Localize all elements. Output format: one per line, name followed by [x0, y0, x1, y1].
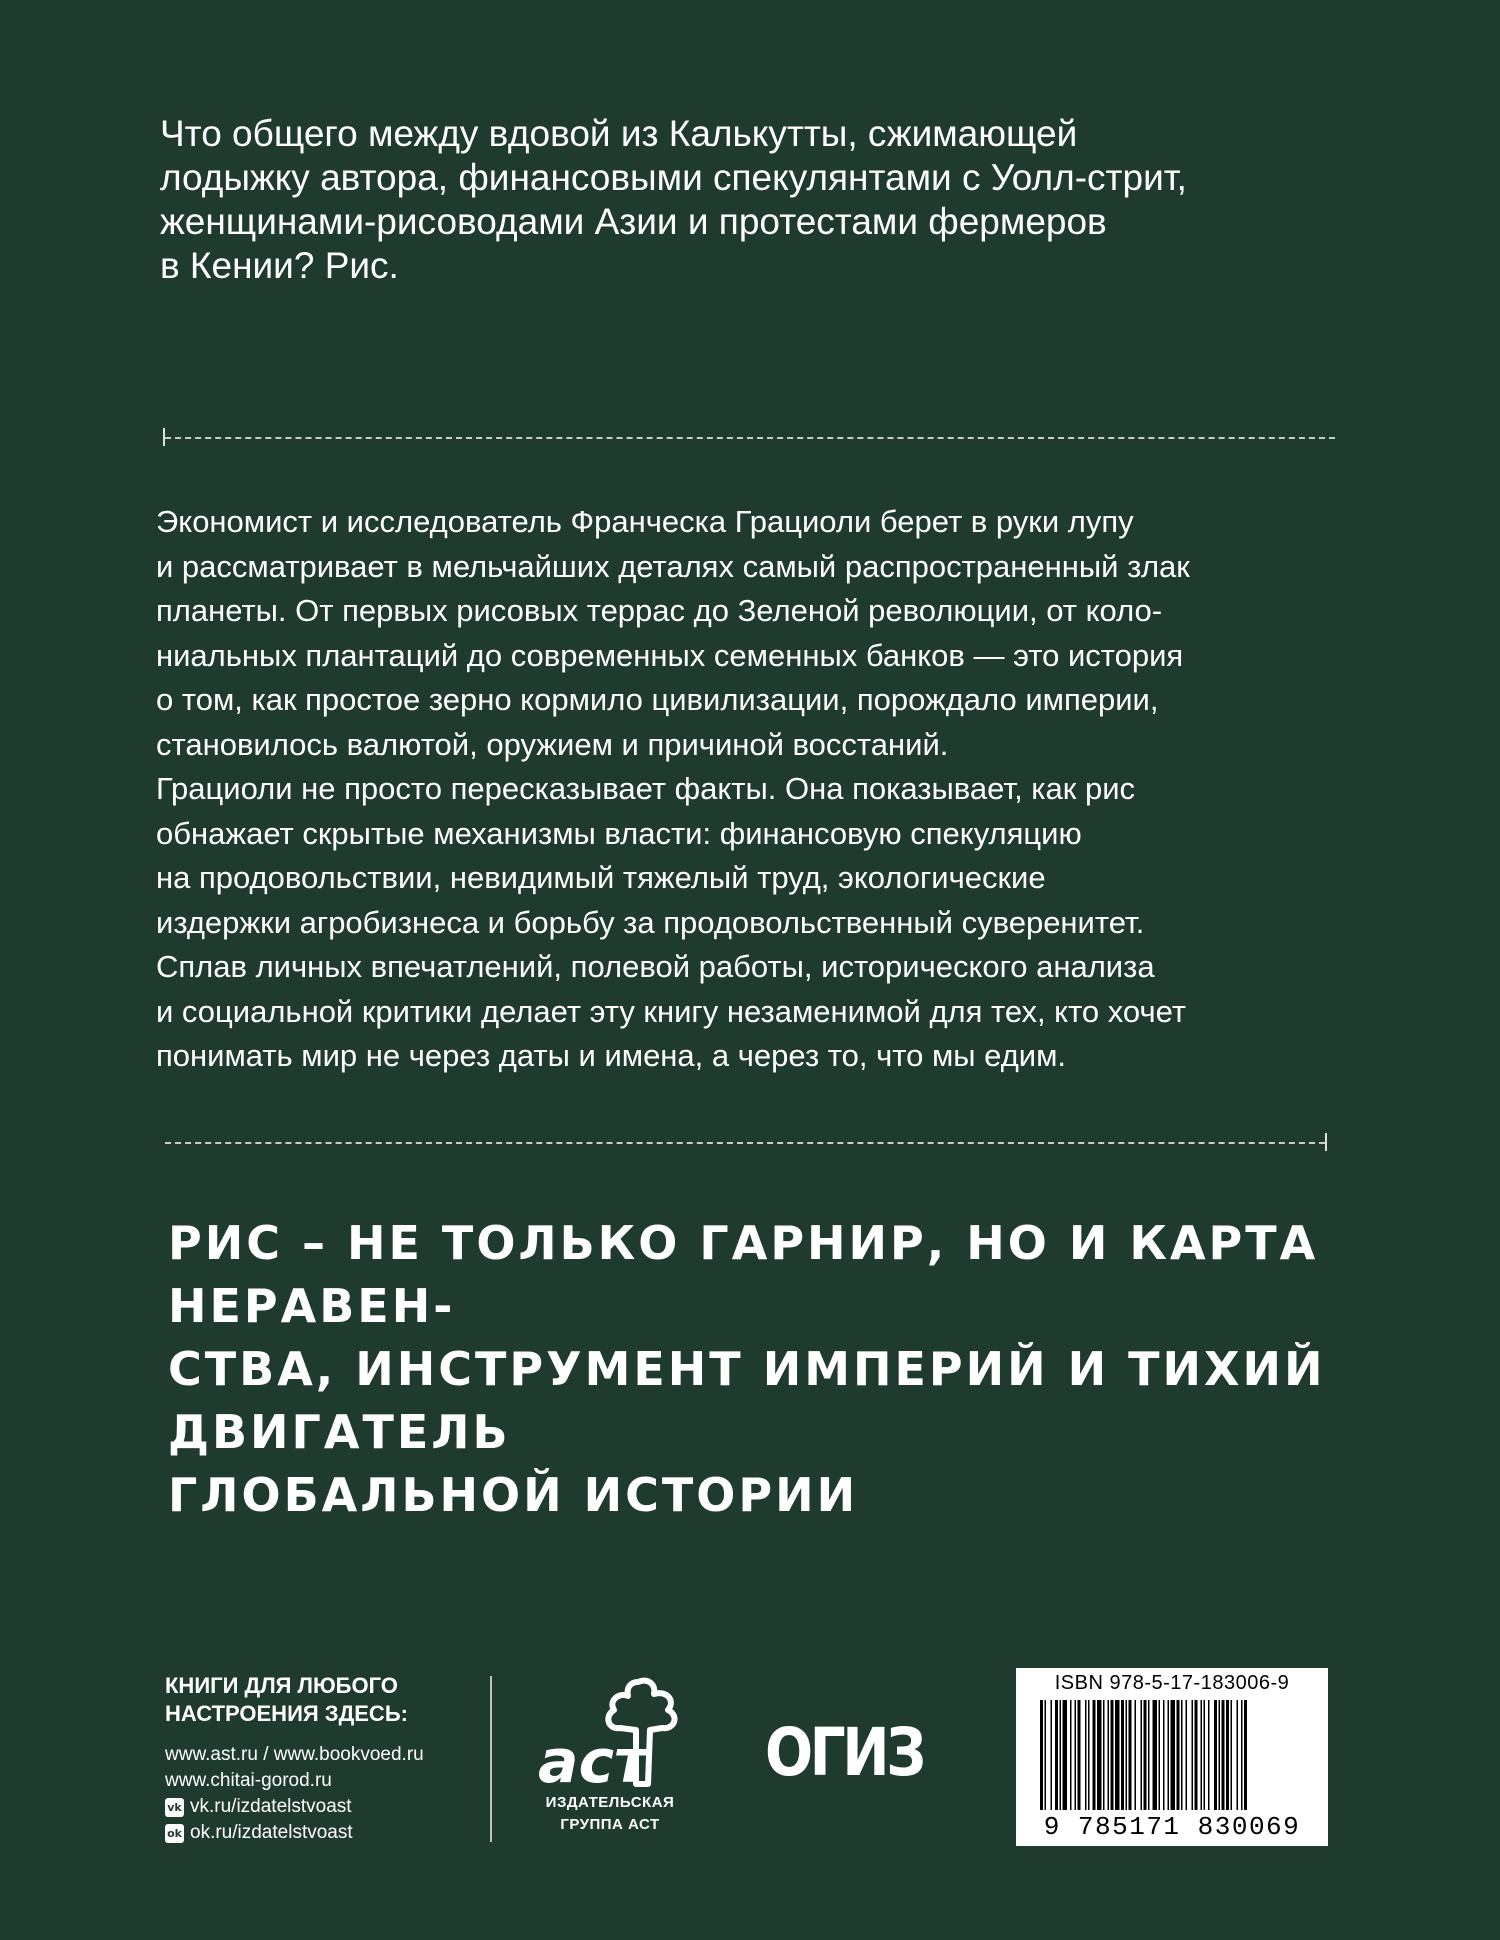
barcode-bar: [1163, 1700, 1165, 1810]
body-line: и социальной критики делает эту книгу незаменимой для тех, кто хочет: [156, 993, 1187, 1029]
body-line: о том, как простое зерно кормило цивилизации, порождало империи,: [156, 682, 1159, 717]
body-line: понимать мир не через даты и имена, а через то, что мы едим.: [156, 1038, 1067, 1073]
barcode-bar: [1195, 1700, 1198, 1810]
barcode-bar: [1177, 1700, 1180, 1810]
barcode-bar: [1208, 1700, 1210, 1810]
divider-tick-right: [1325, 1133, 1327, 1151]
body-line: становилось валютой, оружием и причиной восстаний.: [156, 726, 949, 762]
tagline: [168, 1212, 1408, 1527]
tagline-line: ГЛОБАЛЬНОЙ ИСТОРИИ: [168, 1468, 859, 1522]
barcode-digits: 9 785171 830069: [1043, 1812, 1301, 1842]
barcode-bar: [1111, 1700, 1114, 1810]
barcode-bar: [1070, 1700, 1072, 1810]
barcode-bar: [1219, 1700, 1221, 1810]
barcode-bar: [1171, 1700, 1176, 1810]
barcode-bar: [1051, 1700, 1053, 1810]
barcode-bar: [1055, 1700, 1058, 1810]
barcode-bar: [1115, 1700, 1120, 1810]
intro-line: женщинами-рисоводами Азии и протестами фермеров: [160, 201, 1107, 242]
barcode-bar: [1126, 1700, 1128, 1810]
barcode-bars: [1040, 1700, 1304, 1810]
intro-line: в Кении? Рис.: [160, 245, 399, 286]
vk-link-text: vk.ru/izdatelstvoast: [190, 1796, 352, 1817]
barcode-bar: [1121, 1700, 1124, 1810]
website-link[interactable]: www.chitai-gorod.ru: [165, 1770, 332, 1791]
ok-icon: ok: [165, 1824, 184, 1843]
footer-divider: [490, 1676, 492, 1842]
divider-bottom: [165, 1142, 1325, 1144]
barcode-bar: [1186, 1700, 1188, 1810]
barcode-bar: [1063, 1700, 1068, 1810]
ok-link-text: ok.ru/izdatelstvoast: [190, 1822, 353, 1843]
tagline-line: СТВА, ИНСТРУМЕНТ ИМПЕРИЙ И ТИХИЙ ДВИГАТЕЛЬ: [168, 1342, 1326, 1459]
barcode-bar: [1237, 1700, 1239, 1810]
body-line: на продовольствии, невидимый тяжелый труд, экологические: [156, 860, 1046, 895]
barcode-bar: [1108, 1700, 1110, 1810]
ast-caption-line: ИЗДАТЕЛЬСКАЯ: [545, 1794, 675, 1811]
barcode-bar: [1222, 1700, 1225, 1810]
barcode-bar: [1088, 1700, 1090, 1810]
tagline-line: РИС – НЕ ТОЛЬКО ГАРНИР, НО И КАРТА НЕРАВЕН-: [168, 1216, 1319, 1333]
body-line: Сплав личных впечатлений, полевой работы, исторического анализа: [156, 949, 1155, 984]
isbn-label: ISBN 978-5-17-183006-9: [1054, 1672, 1290, 1694]
divider-top: [165, 437, 1335, 439]
links-heading-line: НАСТРОЕНИЯ ЗДЕСЬ:: [165, 1701, 408, 1726]
barcode-bar: [1181, 1700, 1183, 1810]
barcode-bar: [1085, 1700, 1087, 1810]
barcode-bar: [1214, 1700, 1217, 1810]
ast-caption-line: ГРУППА АСТ: [560, 1816, 660, 1833]
barcode-bar: [1045, 1700, 1047, 1810]
intro-line: Что общего между вдовой из Калькутты, сжимающей: [160, 113, 1078, 154]
barcode-bar: [1231, 1700, 1233, 1810]
barcode-bar: [1141, 1700, 1143, 1810]
barcode-bar: [1226, 1700, 1229, 1810]
barcode-bar: [1201, 1700, 1203, 1810]
barcode-bar: [1148, 1700, 1150, 1810]
barcode-bar: [1040, 1700, 1043, 1810]
body-line: издержки агробизнеса и борьбу за продовольственный суверенитет.: [156, 904, 1145, 940]
intro-line: лодыжку автора, финансовыми спекулянтами с Уолл-стрит,: [160, 157, 1187, 198]
links-heading: [165, 1672, 485, 1728]
ogiz-logo-text: ОГИЗ: [765, 1714, 924, 1791]
barcode-bar: [1135, 1700, 1137, 1810]
ast-logo-text: аст: [538, 1727, 649, 1797]
ok-link[interactable]: [165, 1820, 485, 1846]
barcode-bar: [1060, 1700, 1062, 1810]
barcode-bar: [1093, 1700, 1096, 1810]
body-line: Грациоли не просто пересказывает факты. Она показывает, как рис: [156, 771, 1136, 806]
body-line: Экономист и исследователь Франческа Грациоли берет в руки лупу: [156, 504, 1134, 539]
barcode-bar: [1075, 1700, 1077, 1810]
barcode-bar: [1103, 1700, 1105, 1810]
barcode-bar: [1204, 1700, 1206, 1810]
ast-caption: [520, 1792, 700, 1836]
vk-icon: vk: [165, 1798, 184, 1817]
ogiz-logo: [765, 1714, 925, 1791]
barcode-bar: [1144, 1700, 1147, 1810]
barcode-bar: [1097, 1700, 1102, 1810]
barcode: [1016, 1668, 1328, 1846]
barcode-bar: [1153, 1700, 1158, 1810]
barcode-bar: [1241, 1700, 1243, 1810]
body-line: и рассматривает в мельчайших деталях самый распространенный злак: [156, 548, 1190, 584]
description-paragraph: [156, 500, 1336, 1079]
links-heading-line: КНИГИ ДЛЯ ЛЮБОГО: [165, 1673, 398, 1698]
barcode-bar: [1159, 1700, 1161, 1810]
intro-paragraph: [160, 112, 1340, 288]
body-line: ниальных плантаций до современных семенных банков — это история: [156, 637, 1184, 673]
body-line: обнажает скрытые механизмы власти: финансовую спекуляцию: [156, 815, 1082, 851]
publisher-links: [165, 1672, 485, 1846]
barcode-bar: [1168, 1700, 1170, 1810]
body-line: планеты. От первых рисовых террас до Зеленой революции, от коло-: [156, 593, 1163, 628]
vk-link[interactable]: [165, 1794, 485, 1820]
barcode-bar: [1129, 1700, 1132, 1810]
barcode-bar: [1078, 1700, 1081, 1810]
barcode-bar: [1244, 1700, 1247, 1810]
barcode-bar: [1192, 1700, 1194, 1810]
website-link[interactable]: www.ast.ru / www.bookvoed.ru: [165, 1744, 424, 1765]
